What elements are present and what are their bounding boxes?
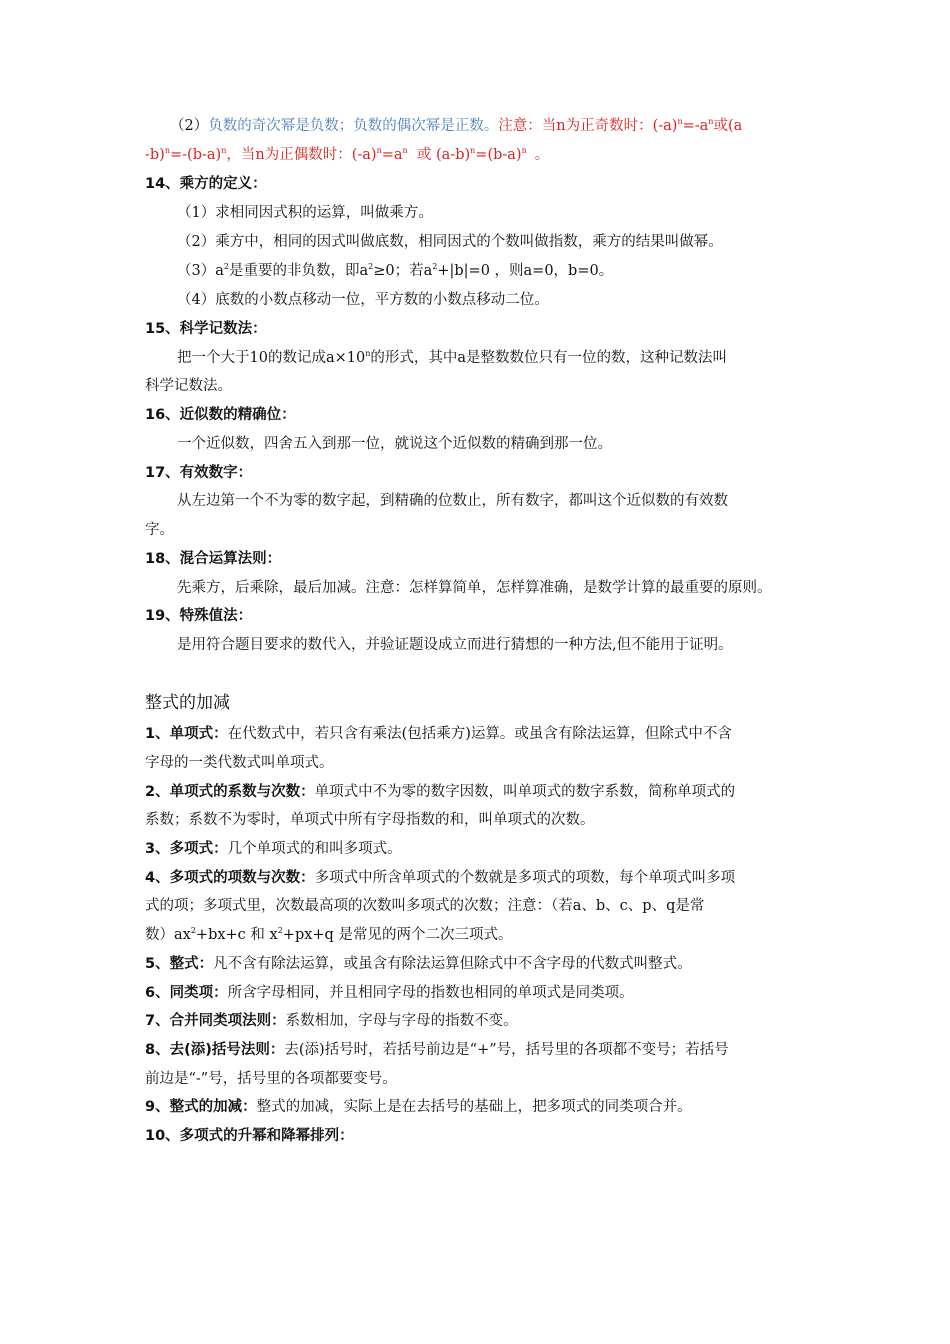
heading-15: 15、科学记数法： xyxy=(145,321,267,337)
para-8-cont: 前边是“-”号，括号里的各项都要变号。 xyxy=(145,1071,397,1087)
para-2-cont: 系数；系数不为零时，单项式中所有字母指数的和，叫单项式的次数。 xyxy=(145,812,595,828)
heading-16: 16、近似数的精确位： xyxy=(145,407,296,423)
para-8: 8、去(添)括号法则：去(添)括号时，若括号前边是“+”号，括号里的各项都不变号；若括号 xyxy=(145,1042,729,1058)
text-16-1: 一个近似数，四舍五入到那一位，就说这个近似数的精确到那一位。 xyxy=(177,436,612,452)
para-6: 6、同类项：所含字母相同，并且相同字母的指数也相同的单项式是同类项。 xyxy=(145,985,634,1001)
text-15-2: 科学记数法。 xyxy=(145,378,232,394)
para-9: 9、整式的加减：整式的加减，实际上是在去括号的基础上，把多项式的同类项合并。 xyxy=(145,1099,692,1115)
para-4: 4、多项式的项数与次数：多项式中所含单项式的个数就是多项式的项数，每个单项式叫多项 xyxy=(145,870,736,886)
item-14-2: （2）乘方中，相同的因式叫做底数，相同因式的个数叫做指数，乘方的结果叫做幂。 xyxy=(177,234,723,250)
item-14-4: （4）底数的小数点移动一位，平方数的小数点移动二位。 xyxy=(177,292,549,308)
para-4-cont: 式的项；多项式里，次数最高项的次数叫多项式的次数；注意：（若a、b、c、p、q是常 xyxy=(145,898,705,914)
para-10: 10、多项式的升幂和降幂排列： xyxy=(145,1128,354,1144)
note-odd: 注意：当n为正奇数时：$(-a)^n=-a^n$或(a xyxy=(498,117,743,134)
heading-19: 19、特殊值法： xyxy=(145,608,253,624)
text-19-1: 是用符合题目要求的数代入，并验证题设成立而进行猜想的一种方法,但不能用于证明。 xyxy=(177,637,733,653)
top-prefix: （2） xyxy=(170,118,209,134)
para-2: 2、单项式的系数与次数：单项式中不为零的数字因数，叫单项式的数字系数，简称单项式的 xyxy=(145,784,736,800)
text-15-1: 把一个大于10的数记成$a\times 10^n$的形式，其中a是整数数位只有一位的数，这种记数法叫 xyxy=(177,349,728,366)
para-7: 7、合并同类项法则：系数相加，字母与字母的指数不变。 xyxy=(145,1013,518,1029)
para-5: 5、整式：凡不含有除法运算，或虽含有除法运算但除式中不含字母的代数式叫整式。 xyxy=(145,956,692,972)
top-line-2: $-b)^n=-(b-a)^n$，当n为正偶数时：$(-a)^n=a^n$ 或 $(a-b)^n=(b-a)^n$ 。 xyxy=(145,146,550,163)
heading-14: 14、乘方的定义： xyxy=(145,176,267,192)
top-line-1 xyxy=(170,116,742,136)
text-17-2: 字。 xyxy=(145,522,174,538)
heading-18: 18、混合运算法则： xyxy=(145,551,282,567)
para-3: 3、多项式：几个单项式的和叫多项式。 xyxy=(145,841,402,857)
item-14-3: $(3)a^2$是重要的非负数，即$a^2\ge 0$；若$a^2+|b|=0$ ，则a=0，b=0。 xyxy=(177,262,614,279)
negative-power-rule: 负数的奇次幂是负数；负数的偶次幂是正数。 xyxy=(208,118,499,134)
section-title: 整式的加减 xyxy=(145,693,230,713)
text-17-1: 从左边第一个不为零的数字起，到精确的位数止，所有数字，都叫这个近似数的有效数 xyxy=(177,493,728,509)
heading-17: 17、有效数字： xyxy=(145,465,253,481)
para-4-cont-2: 数）$ax^2+bx+c$ 和 $x^2+px+q$ 是常见的两个二次三项式。 xyxy=(145,926,513,943)
text-18-1: 先乘方，后乘除，最后加减。注意：怎样算简单，怎样算准确，是数学计算的最重要的原则。 xyxy=(177,580,772,596)
item-14-1: （1）求相同因式积的运算，叫做乘方。 xyxy=(177,205,433,221)
para-1: 1、单项式：在代数式中，若只含有乘法(包括乘方)运算。或虽含有除法运算，但除式中不含 xyxy=(145,726,732,742)
para-1-cont: 字母的一类代数式叫单项式。 xyxy=(145,755,334,771)
